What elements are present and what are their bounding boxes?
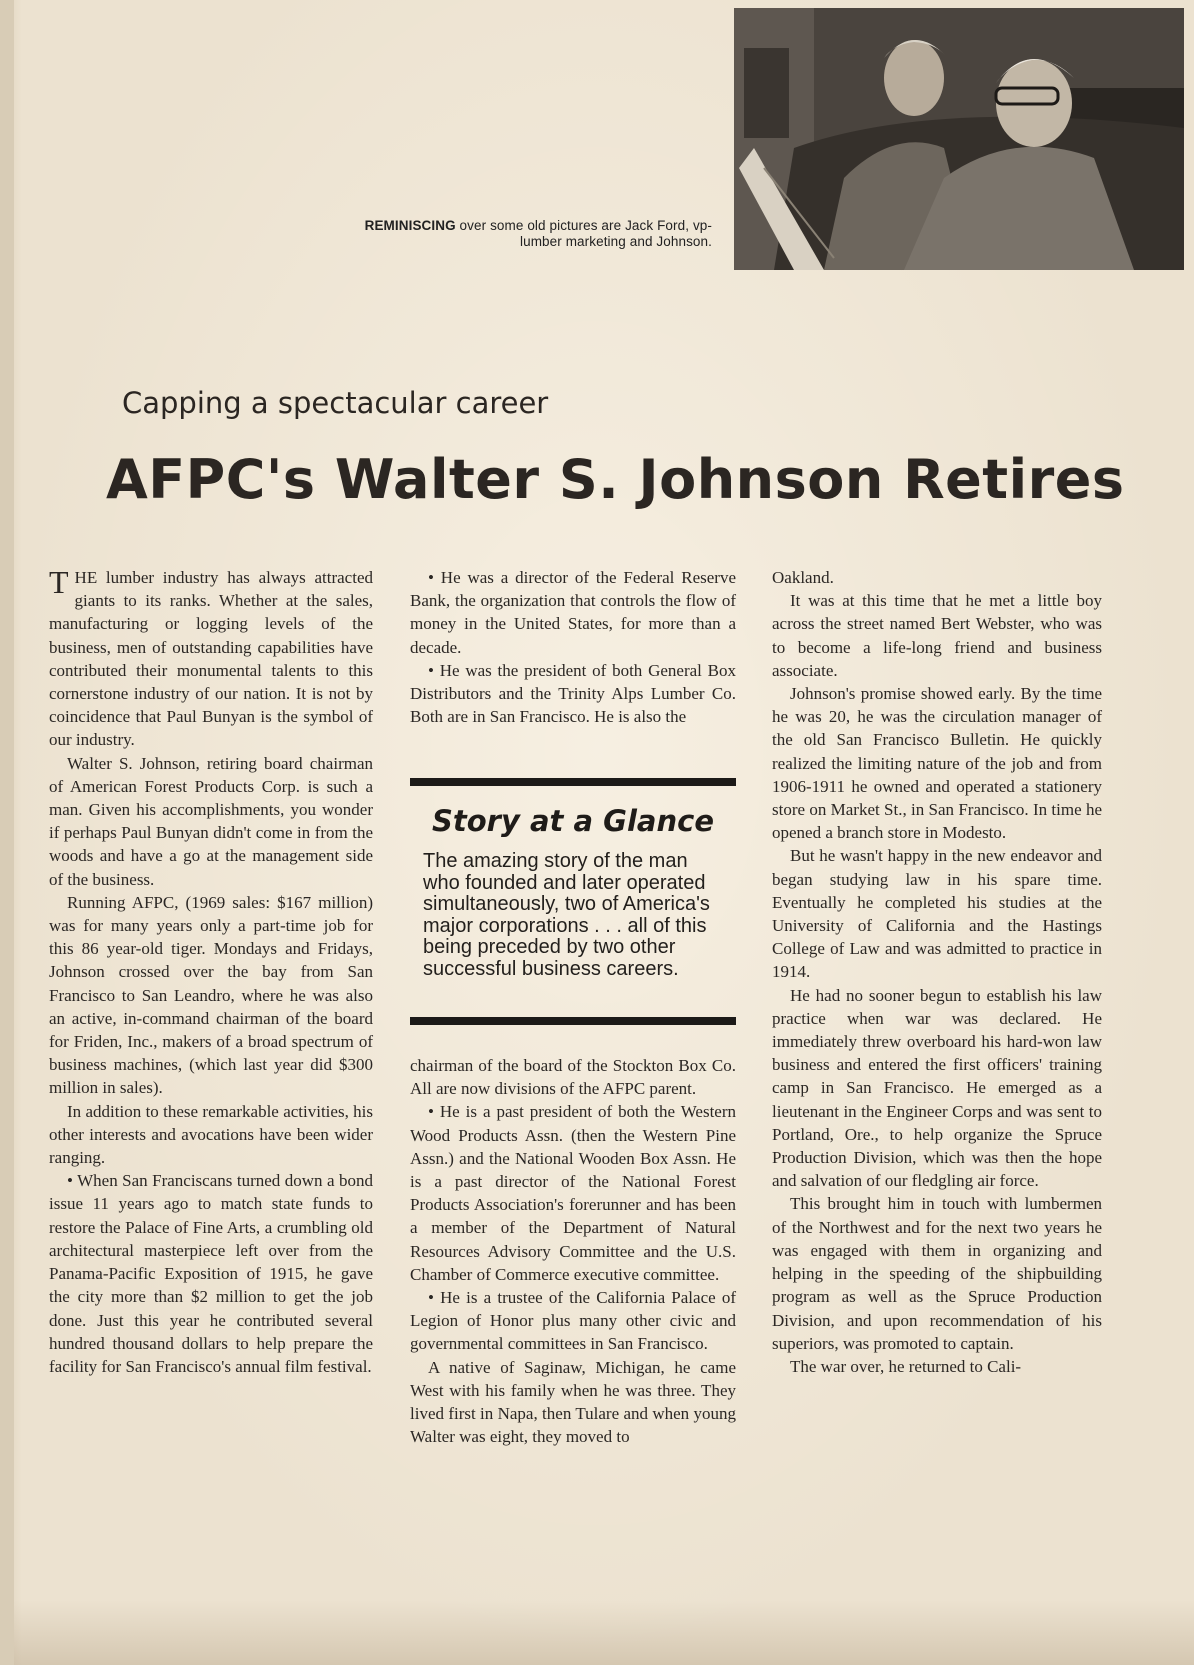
paragraph: • He was a director of the Federal Reserve Bank, the organization that controls the flow of money in the United States, for more than a decade.	[410, 568, 736, 657]
article-column-1	[49, 566, 373, 1378]
paragraph: Running AFPC, (1969 sales: $167 million) was for many years only a part-time job for this 86 year-old tiger. Mondays and Fridays, Johnson crossed over the bay from San Francisco to San Leandro, where he was also an active, in-command chairman of the board for Friden, Inc., makers of a broad spectrum of business machines, (which last year did $300 million in sales).	[49, 892, 373, 1098]
paragraph: Oakland.	[772, 568, 834, 587]
binding-edge	[0, 0, 14, 1665]
article-column-3	[772, 566, 1102, 1378]
photo-two-men-reminiscing	[734, 8, 1184, 270]
paragraph: This brought him in touch with lumbermen of the Northwest and for the next two years he was engaged with them in organizing and helping in the speeding of the shipbuilding program as well as the Spruce Production Division, and upon recommendation of his superiors, was promoted to captain.	[772, 1194, 1102, 1353]
glance-top-rule	[410, 778, 736, 786]
caption-lead: REMINISCING	[364, 218, 456, 233]
article-headline: AFPC's Walter S. Johnson Retires	[106, 448, 1125, 511]
paragraph: • He is a past president of both the Western Wood Products Assn. (then the Western Pine Assn.) and the National Wooden Box Assn. He is a past director of the National Forest Products Association's forerunner and has been a member of the Department of Natural Resources Advisory Committee and the U.S. Chamber of Commerce executive committee.	[410, 1102, 736, 1284]
paragraph: • He is a trustee of the California Palace of Legion of Honor plus many other civic and governmental committees in San Francisco.	[410, 1288, 736, 1354]
paragraph: chairman of the board of the Stockton Box Co. All are now divisions of the AFPC parent.	[410, 1056, 736, 1099]
glance-bottom-rule	[410, 1017, 736, 1025]
photo-caption	[360, 218, 712, 250]
paragraph: Walter S. Johnson, retiring board chairman of American Forest Products Corp. is such a man. Given his accomplishments, you wonder if perhaps Paul Bunyan didn't come in from the woods and have a go at the management side of the business.	[49, 753, 373, 889]
paragraph: In addition to these remarkable activities, his other interests and avocations have been wider ranging.	[49, 1101, 373, 1168]
paragraph: • He was the president of both General Box Distributors and the Trinity Alps Lumber Co. Both are in San Francisco. He is also the	[410, 660, 736, 727]
paragraph: But he wasn't happy in the new endeavor and began studying law in his spare time. Eventually he completed his studies at the University of California and the Hastings College of Law and was admitted to practice in 1914.	[772, 846, 1102, 982]
paragraph: The war over, he returned to Cali-	[790, 1356, 1022, 1376]
paragraph: Johnson's promise showed early. By the time he was 20, he was the circulation manager of the old San Francisco Bulletin. He quickly realized the limiting nature of the job and from 1906-1911 he owned and operated a stationery store on Market St., in San Francisco. In time he opened a branch store in Modesto.	[772, 684, 1102, 843]
glance-body: The amazing story of the man who founded and later operated simultaneously, two of America's major corporations . . . all of this being preceded by two other successful business careers.	[423, 850, 710, 980]
paragraph: He had no sooner begun to establish his law practice when war was declared. He immediately threw overboard his hard-won law business and entered the first officers' training camp in San Francisco. He emerged as a lieutenant in the Engineer Corps and was sent to Portland, Ore., to help organize the Spruce Production Division, which was then the hope and salvation of our fledgling air force.	[772, 985, 1102, 1191]
article-kicker: Capping a spectacular career	[122, 386, 549, 420]
drop-cap: T	[49, 564, 69, 600]
caption-text: over some old pictures are Jack Ford, vp-lumber marketing and Johnson.	[455, 218, 712, 249]
paragraph: • When San Franciscans turned down a bond issue 11 years ago to match state funds to restore the Palace of Fine Arts, a crumbling old architectural masterpiece left over from the Panama-Pacific Exposition of 1915, he gave the city more than $2 million to get the job done. Just this year he contributed several hundred thousand dollars to help prepare the facility for San Francisco's annual film festival.	[49, 1171, 373, 1376]
paragraph: It was at this time that he met a little boy across the street named Bert Webster, who was to become a life-long friend and business associate.	[772, 591, 1102, 680]
article-column-2-top	[410, 566, 736, 728]
paragraph: THE lumber industry has always attracted giants to its ranks. Whether at the sales, manufacturing or logging levels of the business, men of outstanding capabilities have contributed their monumental talents to this cornerstone industry of our nation. It is not by coincidence that Paul Bunyan is the symbol of our industry.	[49, 564, 373, 750]
article-column-2-bottom	[410, 1054, 736, 1448]
paragraph: A native of Saginaw, Michigan, he came West with his family when he was three. They lived first in Napa, then Tulare and when young Walter was eight, they moved to	[410, 1357, 736, 1447]
glance-title: Story at a Glance	[432, 804, 714, 838]
